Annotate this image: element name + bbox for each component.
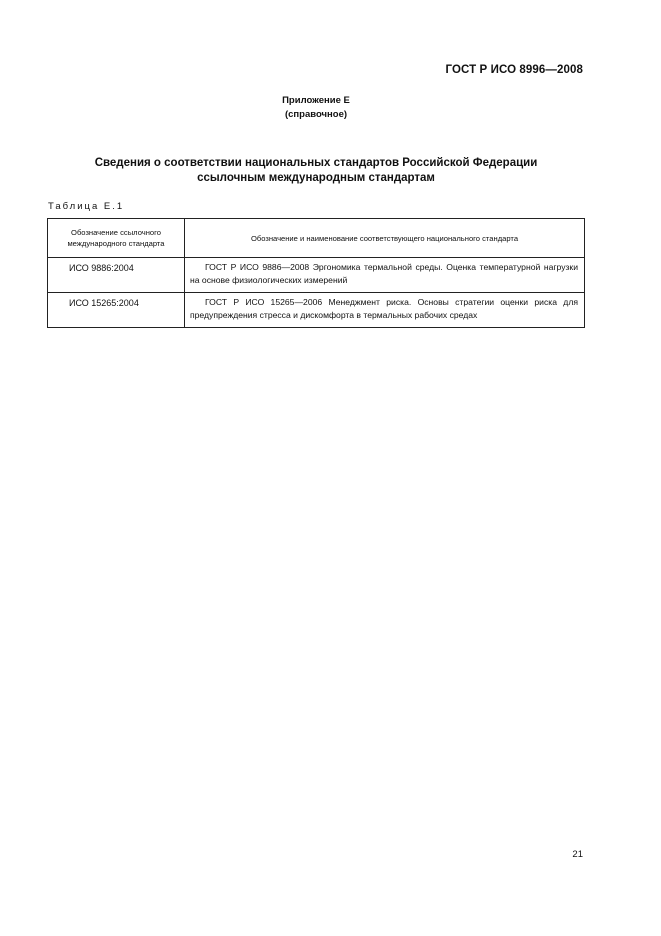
annex-title: Приложение Е bbox=[282, 95, 350, 106]
table-header-row bbox=[48, 219, 585, 258]
annex-subtitle: (справочное) bbox=[284, 108, 348, 120]
international-standard-cell: ИСО 9886:2004 bbox=[48, 258, 185, 293]
column-header-international: Обозначение ссылочного международного стандарта bbox=[48, 219, 185, 258]
international-standard-cell: ИСО 15265:2004 bbox=[48, 293, 185, 328]
annex-heading bbox=[0, 94, 632, 121]
document-title bbox=[0, 156, 632, 186]
page-number: 21 bbox=[572, 849, 583, 860]
national-standard-cell bbox=[185, 293, 585, 328]
national-standard-text: ГОСТ Р ИСО 9886—2008 Эргономика термальной среды. Оценка температурной нагрузки на основе физиологических измерений bbox=[190, 262, 578, 285]
table-caption: Таблица Е.1 bbox=[48, 201, 125, 212]
document-title-line-2: ссылочным международным стандартам bbox=[197, 172, 435, 184]
page-header-standard-code: ГОСТ Р ИСО 8996—2008 bbox=[445, 64, 583, 76]
national-standard-text: ГОСТ Р ИСО 15265—2006 Менеджмент риска. Основы стратегии оценки риска для предупреждения стресса и дискомфорта в термальных рабочих средах bbox=[190, 297, 578, 320]
column-header-national: Обозначение и наименование соответствующего национального стандарта bbox=[185, 219, 585, 258]
document-title-line-1: Сведения о соответствии национальных стандартов Российской Федерации bbox=[94, 157, 538, 169]
correspondence-table bbox=[47, 218, 585, 328]
national-standard-cell bbox=[185, 258, 585, 293]
table-row bbox=[48, 293, 585, 328]
table-row bbox=[48, 258, 585, 293]
